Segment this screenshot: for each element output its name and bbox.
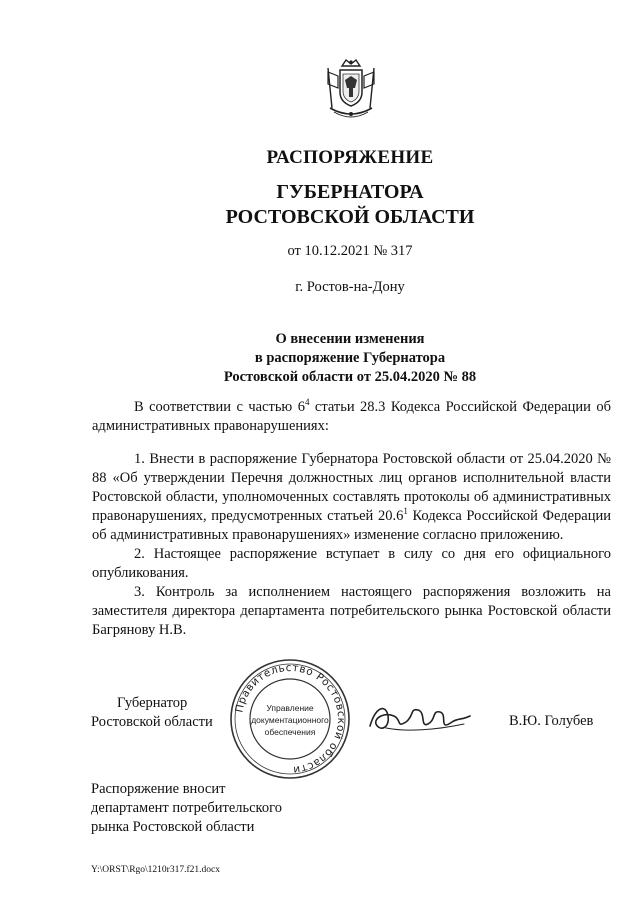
document-subject [0, 330, 640, 387]
svg-text:Управление: Управление [266, 703, 314, 713]
item-3: 3. Контроль за исполнением настоящего распоряжения возложить на заместителя директора департамента потребительского рынка Ростовской области Багрянову Н.В. [92, 584, 611, 638]
introduced-by-block [91, 780, 282, 837]
ordered-items [92, 450, 611, 640]
item-2: 2. Настоящее распоряжение вступает в силу со дня его официального опубликования. [92, 546, 611, 581]
document-subtitle [0, 180, 640, 230]
item-1-superscript: 1 [403, 506, 408, 517]
position-line-1: Губернатор [117, 695, 188, 711]
signatory-position [91, 694, 213, 732]
subject-line-1: О внесении изменения [275, 331, 425, 347]
handwritten-signature [366, 698, 486, 738]
svg-text:документационного: документационного [251, 715, 329, 725]
item-1-text-start: 1. Внести в распоряжение Губернатора Ростовской области от 25.04.2020 № 88 «Об утверждении Перечня должностных лиц органов исполнительной власти Ростовской области, уполномоченных составлять протоколы об административных правонарушениях, предусмотренных статьей 20.6 [92, 451, 611, 524]
subject-line-3: Ростовской области от 25.04.2020 № 88 [223, 369, 477, 385]
introduced-line-1: Распоряжение вносит [91, 781, 226, 797]
subject-line-2: в распоряжение Губернатора [254, 350, 446, 366]
position-line-2: Ростовской области [91, 714, 213, 730]
svg-text:Правительство Ростовской облас: Правительство Ростовской области [233, 661, 348, 777]
item-1-text-end: Кодекса Российской Федерации об административных правонарушениях» изменение согласно приложению. [92, 508, 612, 543]
item-1 [92, 450, 611, 545]
svg-text:обеспечения: обеспечения [264, 727, 316, 737]
intro-text-end: статьи 28.3 Кодекса Российской Федерации об административных правонарушениях: [92, 399, 611, 434]
intro-text-start: В соответствии с частью 6 [134, 399, 305, 415]
subtitle-line-1: ГУБЕРНАТОРА [276, 181, 424, 203]
introduced-line-2: департамент потребительского [91, 800, 282, 816]
signatory-name: В.Ю. Голубев [509, 713, 594, 729]
intro-paragraph [92, 398, 611, 436]
file-path-footer: Y:\ORST\Rgo\1210r317.f21.docx [91, 865, 220, 875]
intro-superscript: 4 [304, 397, 310, 408]
official-seal-stamp [228, 657, 352, 781]
introduced-line-3: рынка Ростовской области [91, 819, 255, 835]
coat-of-arms-emblem [318, 58, 384, 124]
subtitle-line-2: РОСТОВСКОЙ ОБЛАСТИ [225, 206, 475, 228]
document-date-number: от 10.12.2021 № 317 [287, 243, 413, 259]
document-title: РАСПОРЯЖЕНИЕ [266, 147, 434, 168]
document-city: г. Ростов-на-Дону [295, 279, 405, 295]
